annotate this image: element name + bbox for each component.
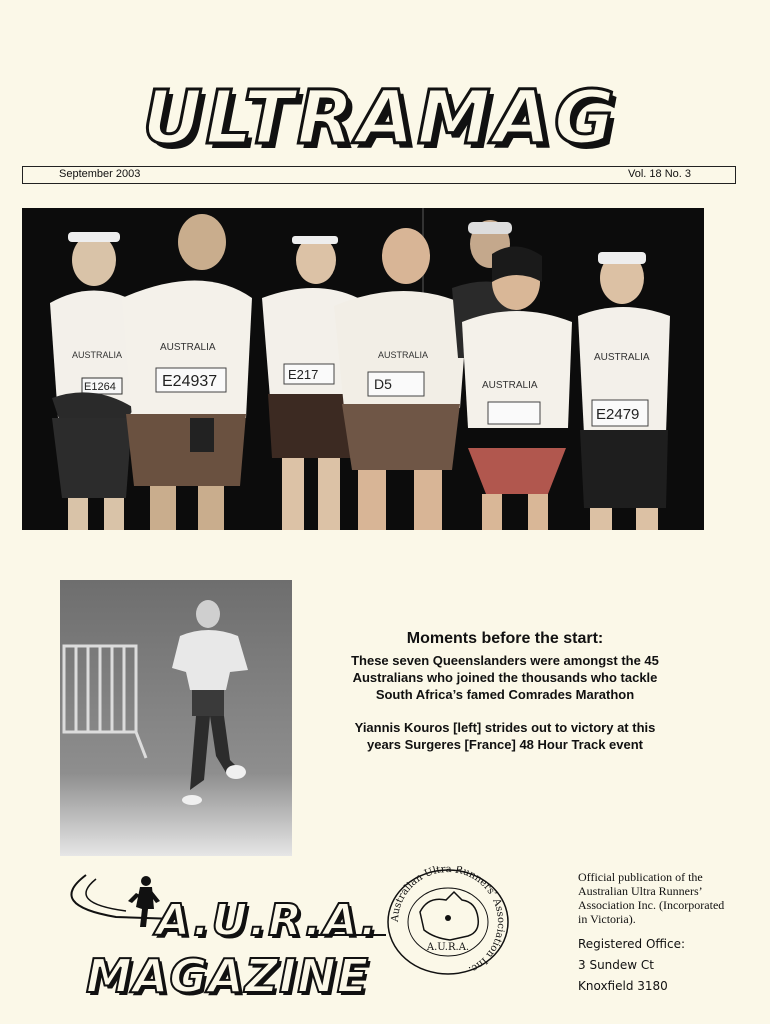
aura-logo-line2: MAGAZINE	[86, 949, 370, 1003]
seal-graphic	[384, 866, 512, 978]
office-address-line1: 3 Sundew Ct	[578, 958, 654, 972]
publication-description: Official publication of the Australian Ultra Runners’ Association Inc. (Incorporated in Victoria).	[578, 870, 725, 926]
runner-4-team: AUSTRALIA	[378, 350, 429, 360]
association-seal	[384, 866, 512, 978]
issue-volume: Vol. 18 No. 3	[628, 168, 691, 180]
aura-logo-line1: A.U.R.A.	[156, 895, 380, 946]
photo-caption	[340, 628, 670, 753]
runner-4-number: D5	[374, 376, 392, 392]
issue-bar	[22, 166, 736, 184]
runner-2-team: AUSTRALIA	[160, 342, 216, 353]
caption-title: Moments before the start:	[406, 630, 604, 647]
runner-1-team: AUSTRALIA	[72, 350, 123, 360]
seal-center-text: A.U.R.A.	[426, 942, 470, 953]
australia-map-icon	[420, 892, 478, 940]
kouros-photo	[60, 580, 292, 856]
registered-office	[578, 934, 728, 997]
issue-date: September 2003	[59, 168, 141, 180]
seal-ring-text: Australian Ultra Runners’ Association Inc.	[389, 866, 507, 976]
office-label: Registered Office:	[578, 937, 686, 951]
runner-7-number: E2479	[596, 406, 640, 423]
masthead	[120, 68, 640, 168]
office-address-line2: Knoxfield 3180	[578, 979, 668, 993]
runner-3-number: E217	[288, 367, 319, 382]
publication-info	[578, 870, 728, 997]
caption-comrades: These seven Queenslanders were amongst the 45 Australians who joined the thousands who tackle South Africa’s famed Comrades Marathon	[351, 653, 659, 702]
runner-6-team: AUSTRALIA	[482, 380, 538, 391]
masthead-title: ULTRAMAG	[142, 75, 618, 161]
kouros-photo-illustration	[60, 580, 292, 856]
runner-7-team: AUSTRALIA	[594, 352, 650, 363]
aura-magazine-logo	[56, 865, 396, 1015]
runner-1-number: E1264	[84, 381, 116, 393]
runner-2-number: E24937	[162, 373, 218, 390]
caption-kouros: Yiannis Kouros [left] strides out to victory at this years Surgeres [France] 48 Hour Track event	[354, 720, 656, 752]
group-photo-illustration	[22, 208, 704, 530]
group-photo	[22, 208, 704, 530]
